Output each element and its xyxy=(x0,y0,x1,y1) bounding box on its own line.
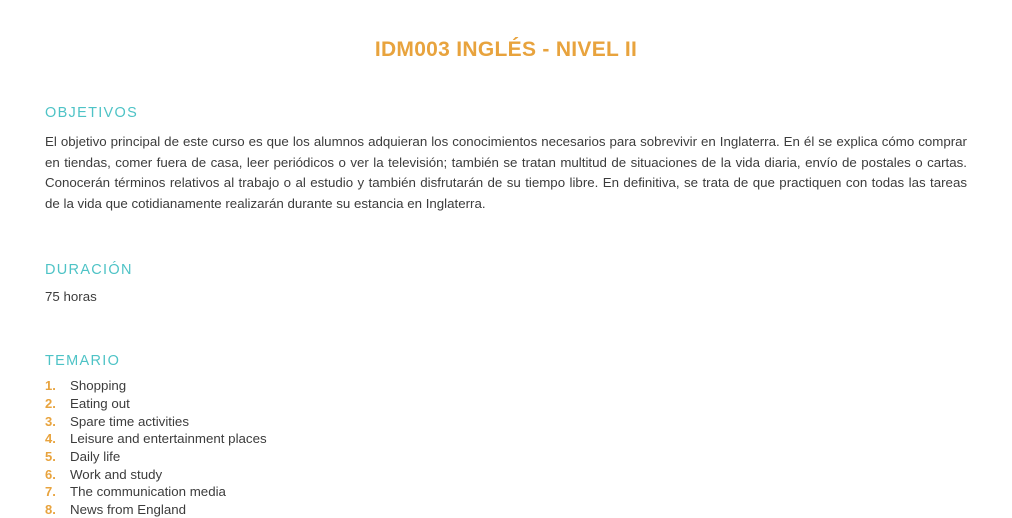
section-heading-objetivos: OBJETIVOS xyxy=(45,105,139,121)
list-item-label: Leisure and entertainment places xyxy=(70,431,267,447)
list-item-number: 7. xyxy=(45,484,56,500)
list-item-label: Daily life xyxy=(70,448,121,464)
section-heading-duracion: DURACIÓN xyxy=(45,262,133,279)
duracion-value: 75 horas xyxy=(45,289,97,305)
list-item xyxy=(45,395,967,413)
list-item-number: 6. xyxy=(45,466,56,482)
list-item-number: 3. xyxy=(45,413,56,429)
section-heading-temario: TEMARIO xyxy=(45,353,121,370)
list-item xyxy=(45,377,967,395)
temario-list xyxy=(45,377,967,518)
document-content xyxy=(0,105,1012,518)
list-item-label: Shopping xyxy=(70,378,127,394)
list-item-number: 4. xyxy=(45,431,56,447)
section-duracion xyxy=(45,262,967,304)
list-item xyxy=(45,430,967,448)
page-title: IDM003 INGLÉS - NIVEL II xyxy=(374,38,638,61)
list-item-label: Eating out xyxy=(70,396,130,412)
list-item xyxy=(45,501,967,518)
list-item-number: 5. xyxy=(45,448,56,464)
list-item xyxy=(45,413,967,431)
section-temario xyxy=(45,353,967,518)
list-item xyxy=(45,466,967,484)
list-item-label: News from England xyxy=(70,501,187,517)
list-item xyxy=(45,483,967,501)
list-item-number: 1. xyxy=(45,378,56,394)
section-objetivos xyxy=(45,105,967,214)
list-item-label: Spare time activities xyxy=(70,413,189,429)
list-item-label: Work and study xyxy=(70,466,163,482)
list-item-number: 2. xyxy=(45,396,56,412)
objetivos-body-text: El objetivo principal de este curso es que los alumnos adquieran los conocimientos necesarios para sobrevivir en Inglaterra. En él se explica cómo comprar en tiendas, comer fuera de casa, leer periódicos o ver la televisión; también se tratan multitud de situaciones de la vida diaria, envío de postales o cartas. Conocerán términos relativos al trabajo o al estudio y también disfrutarán de su tiempo libre. En definitiva, se trata de que practiquen con todas las tareas de la vida que cotidianamente realizarán durante su estancia en Inglaterra. xyxy=(45,134,967,211)
list-item xyxy=(45,448,967,466)
list-item-number: 8. xyxy=(45,501,56,517)
list-item-label: The communication media xyxy=(70,484,226,500)
